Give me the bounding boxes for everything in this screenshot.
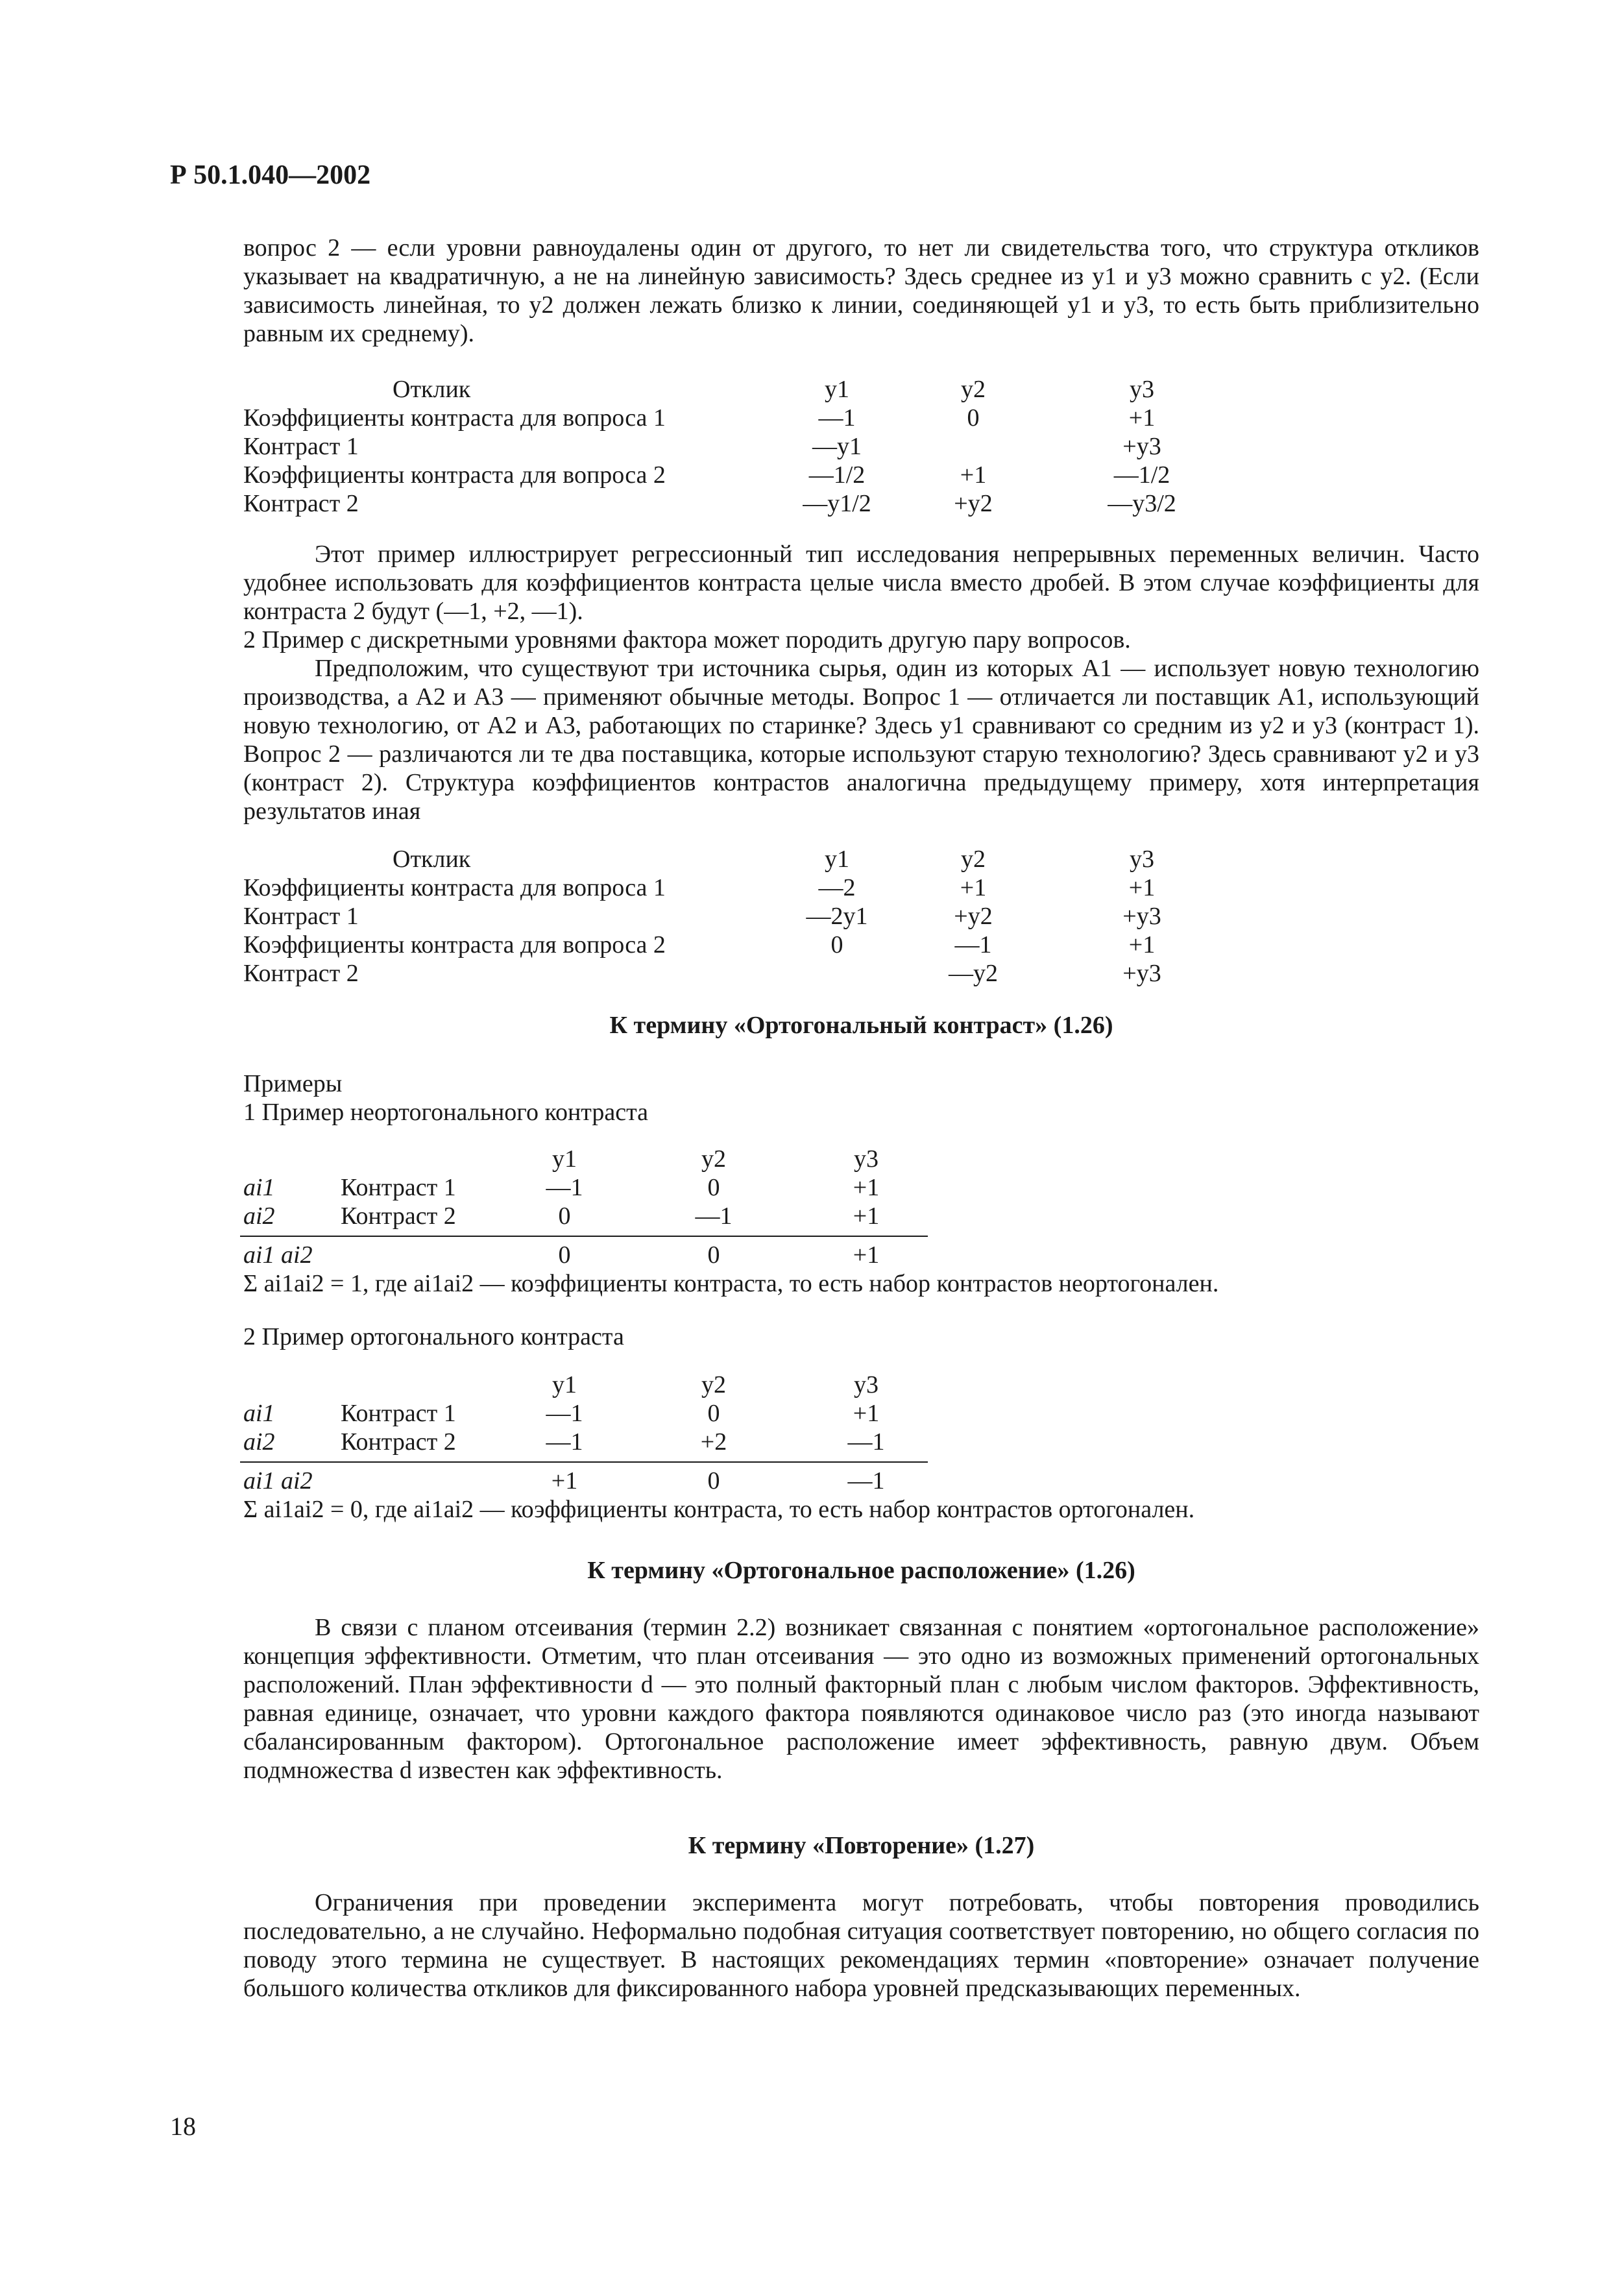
table2-row-label: Коэффициенты контраста для вопроса 2: [243, 931, 666, 958]
ex1-cell: —1: [546, 1174, 583, 1201]
section-2-paragraph: В связи с планом отсеивания (термин 2.2) возникает связанная с понятием «ортогональное расположение» концепция эффективности. Отметим, что план отсеивания — это одно из возможных применений ортогональных расположений. План эффективности d — это полный факторный план с любым числом факторов. Эффективность, равная единице, означает, что уровни каждого фактора появляются одинаковое число раз (это иногда называют сбалансированным фактором). Ортогональное расположение имеет эффективность, равную двум. Объем подмножества d известен как эффективность.: [243, 1614, 1479, 1784]
table1-row-label: Коэффициенты контраста для вопроса 1: [243, 404, 666, 432]
ex2-cell: 0: [707, 1400, 720, 1427]
table2-header-y3: y3: [1130, 846, 1154, 873]
ex2-cell: —1: [847, 1428, 885, 1456]
ex2-product-cell: +1: [551, 1467, 578, 1494]
paragraph-2: Этот пример иллюстрирует регрессионный тип исследования непрерывных переменных величин. Часто удобнее использовать для коэффициентов контраста целые числа вместо дробей. В этом случае коэффициенты для контраста 2 будут (—1, +2, —1).: [243, 541, 1479, 625]
table2-cell: +1: [1128, 874, 1156, 901]
ex1-product-label: ai1 ai2: [243, 1241, 313, 1269]
ex2-cell: —1: [546, 1400, 583, 1427]
ex1-product-cell: 0: [558, 1241, 571, 1269]
ex1-product-cell: +1: [853, 1241, 880, 1269]
ex2-row-label: Контраст 2: [341, 1428, 456, 1456]
table2-row-label: Контраст 2: [243, 960, 359, 987]
table2-cell: +y2: [954, 903, 993, 930]
ex2-cell: +2: [700, 1428, 727, 1456]
table1-cell: —y1/2: [803, 490, 871, 517]
page-number: 18: [170, 2112, 196, 2141]
ex1-header-y3: y3: [854, 1145, 879, 1173]
table2-header-label: Отклик: [393, 846, 471, 873]
table2-cell: —2: [818, 874, 856, 901]
table1-header-y2: y2: [961, 376, 986, 403]
table1-header-y1: y1: [825, 376, 849, 403]
table1-cell: —y1: [812, 433, 862, 460]
ex1-cell: 0: [558, 1202, 571, 1230]
paragraph-3-title: 2 Пример с дискретными уровнями фактора может породить другую пару вопросов.: [243, 626, 1131, 653]
ex1-cell: +1: [853, 1202, 880, 1230]
table1-header-y3: y3: [1130, 376, 1154, 403]
table2-row-label: Контраст 1: [243, 903, 359, 930]
table2-cell: +y3: [1122, 903, 1161, 930]
table1-header-label: Отклик: [393, 376, 471, 403]
ex1-sum-note: Σ ai1ai2 = 1, где ai1ai2 — коэффициенты контраста, то есть набор контрастов неортогонален.: [243, 1270, 1219, 1297]
table2-cell: +y3: [1122, 960, 1161, 987]
examples-label: Примеры: [243, 1070, 343, 1097]
table2-header-y1: y1: [825, 846, 849, 873]
table2-cell: +1: [1128, 931, 1156, 958]
table1-cell: —y3/2: [1108, 490, 1176, 517]
ex2-divider: [240, 1461, 928, 1463]
table2-cell: —y2: [949, 960, 998, 987]
ex2-header-y3: y3: [854, 1371, 879, 1398]
ex2-coef: ai1: [243, 1400, 275, 1427]
paragraph-3: 2 Пример с дискретными уровнями фактора может породить другую пару вопросов. Предположим, что существуют три источника сырья, один из которых A1 — использует новую технологию производства, а A2 и A3 — применяют обычные методы. Вопрос 1 — отличается ли поставщик A1, использующий новую технологию, от A2 и A3, работающих по старинке? Здесь y1 сравнивают со средним из y2 и y3 (контраст 1). Вопрос 2 — различаются ли те два поставщика, которые используют старую технологию? Здесь сравнивают y2 и y3 (контраст 2). Структура коэффициентов контрастов аналогична предыдущему примеру, хотя интерпретация результатов иная: [243, 626, 1479, 825]
ex2-coef: ai2: [243, 1428, 275, 1456]
table2-cell: —2y1: [806, 903, 868, 930]
example-2-title: 2 Пример ортогонального контраста: [243, 1323, 624, 1350]
ex2-sum-note: Σ ai1ai2 = 0, где ai1ai2 — коэффициенты контраста, то есть набор контрастов ортогонален.: [243, 1496, 1195, 1523]
ex2-cell: —1: [546, 1428, 583, 1456]
table2-row-label: Коэффициенты контраста для вопроса 1: [243, 874, 666, 901]
section-3-paragraph: Ограничения при проведении эксперимента могут потребовать, чтобы повторения проводились последовательно, а не случайно. Неформально подобная ситуация соответствует повторению, но общего согласия по поводу этого термина не существует. В настоящих рекомендациях термин «повторение» означает получение большого количества откликов для фиксированного набора уровней предсказывающих переменных.: [243, 1889, 1479, 2002]
ex1-row-label: Контраст 2: [341, 1202, 456, 1230]
table1-cell: —1/2: [808, 461, 866, 489]
ex2-row-label: Контраст 1: [341, 1400, 456, 1427]
ex1-product-cell: 0: [707, 1241, 720, 1269]
intro-paragraph: вопрос 2 — если уровни равноудалены один от другого, то нет ли свидетельства того, что структура откликов указывает на квадратичную, а не на линейную зависимость? Здесь среднее из y1 и y3 можно сравнить с y2. (Если зависимость линейная, то y2 должен лежать близко к линии, соединяющей y1 и y3, то есть быть приблизительно равным их среднему).: [243, 234, 1479, 347]
ex1-row-label: Контраст 1: [341, 1174, 456, 1201]
ex2-product-cell: 0: [707, 1467, 720, 1494]
table1-cell: +1: [1128, 404, 1156, 432]
ex1-divider: [240, 1236, 928, 1237]
ex2-header-y2: y2: [701, 1371, 726, 1398]
table1-cell: —1/2: [1113, 461, 1170, 489]
table1-row-label: Коэффициенты контраста для вопроса 2: [243, 461, 666, 489]
table1-cell: +1: [960, 461, 987, 489]
table2-cell: 0: [830, 931, 843, 958]
ex1-cell: —1: [695, 1202, 733, 1230]
table2-cell: +1: [960, 874, 987, 901]
table1-row-label: Контраст 1: [243, 433, 359, 460]
section-title-orthogonal-contrast: К термину «Ортогональный контраст» (1.26): [609, 1012, 1113, 1039]
table2-header-y2: y2: [961, 846, 986, 873]
ex1-cell: 0: [707, 1174, 720, 1201]
section-title-orthogonal-array: К термину «Ортогональное расположение» (1.26): [587, 1557, 1135, 1584]
ex1-header-y1: y1: [552, 1145, 577, 1173]
ex2-header-y1: y1: [552, 1371, 577, 1398]
ex1-cell: +1: [853, 1174, 880, 1201]
table1-row-label: Контраст 2: [243, 490, 359, 517]
table1-cell: +y2: [954, 490, 993, 517]
ex2-product-cell: —1: [847, 1467, 885, 1494]
example-1-title: 1 Пример неортогонального контраста: [243, 1099, 649, 1126]
table1-cell: +y3: [1122, 433, 1161, 460]
document-header: Р 50.1.040—2002: [170, 160, 371, 190]
section-title-replication: К термину «Повторение» (1.27): [688, 1832, 1035, 1859]
ex1-header-y2: y2: [701, 1145, 726, 1173]
ex2-product-label: ai1 ai2: [243, 1467, 313, 1494]
ex1-coef: ai2: [243, 1202, 275, 1230]
table2-cell: —1: [954, 931, 992, 958]
table1-cell: —1: [818, 404, 856, 432]
table1-cell: 0: [967, 404, 980, 432]
ex1-coef: ai1: [243, 1174, 275, 1201]
ex2-cell: +1: [853, 1400, 880, 1427]
